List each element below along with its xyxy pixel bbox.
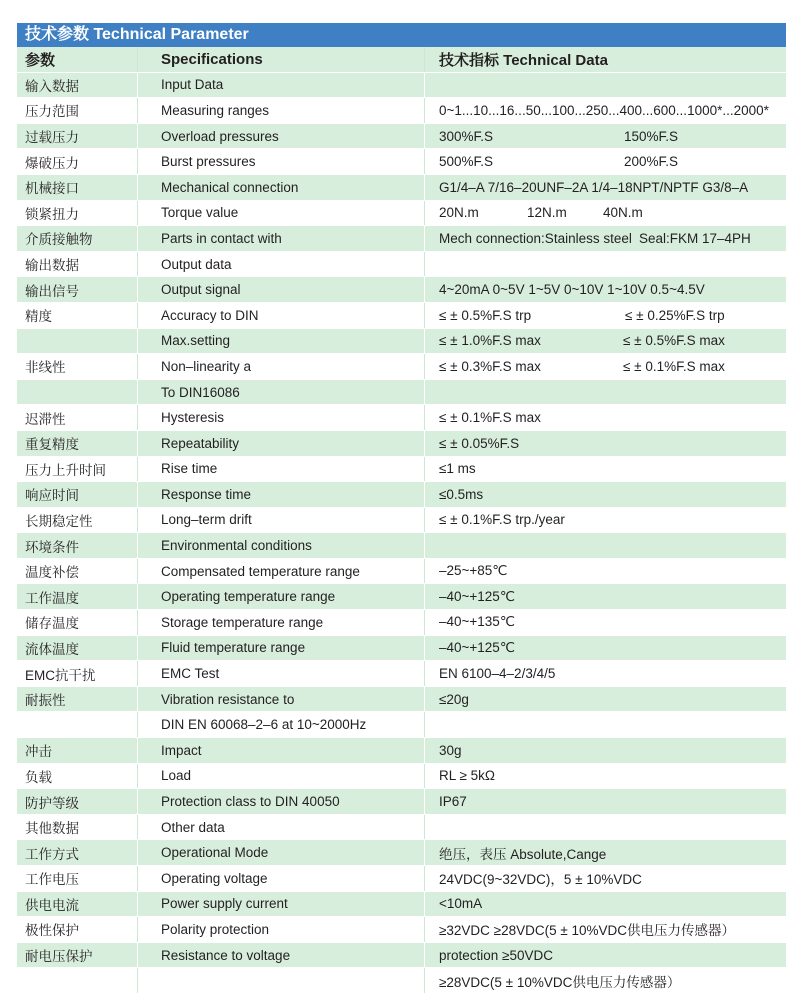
technical-value: ≤ ± 0.05%F.S <box>439 435 520 451</box>
table-header <box>17 47 786 72</box>
spec-name-en: Repeatability <box>138 430 425 456</box>
spec-name-en: Response time <box>138 482 425 508</box>
param-name-zh: 介质接触物 <box>17 226 138 252</box>
header-data: 技术指标 Technical Data <box>425 47 787 72</box>
technical-value: G1/4–A 7/16–20UNF–2A 1/4–18NPT/NPTF G3/8–A <box>439 179 749 195</box>
table-row <box>17 942 786 968</box>
table-row <box>17 123 786 149</box>
table-row <box>17 917 786 943</box>
table-row <box>17 866 786 892</box>
technical-parameter-sheet <box>17 23 786 994</box>
spec-name-en: Output signal <box>138 277 425 303</box>
spec-name-en: Non–linearity a <box>138 354 425 380</box>
technical-data-values <box>439 843 786 863</box>
technical-data-values <box>439 563 786 579</box>
spec-name-en: Long–term drift <box>138 507 425 533</box>
technical-data-cell <box>425 789 787 815</box>
spec-table <box>17 47 786 994</box>
spec-name-en: Vibration resistance to <box>138 686 425 712</box>
table-row <box>17 738 786 764</box>
technical-data-cell <box>425 456 787 482</box>
table-row <box>17 763 786 789</box>
technical-data-values <box>439 666 786 681</box>
table-row <box>17 149 786 175</box>
technical-data-cell <box>425 354 787 380</box>
technical-data-values <box>439 896 786 911</box>
technical-value-alt: ≤ ± 0.25%F.S trp <box>625 307 725 323</box>
technical-data-values <box>439 180 786 195</box>
param-name-zh: 输出数据 <box>17 251 138 277</box>
spec-name-en: Parts in contact with <box>138 226 425 252</box>
technical-data-values <box>439 640 786 656</box>
param-name-zh: EMC抗干扰 <box>17 661 138 687</box>
param-name-zh: 机械接口 <box>17 174 138 200</box>
param-name-zh: 爆破压力 <box>17 149 138 175</box>
param-name-zh: 工作方式 <box>17 840 138 866</box>
param-name-zh: 压力上升时间 <box>17 456 138 482</box>
technical-data-values <box>439 589 786 605</box>
param-name-zh: 响应时间 <box>17 482 138 508</box>
technical-value: Mech connection:Stainless steel <box>439 230 632 246</box>
technical-data-values <box>439 205 786 220</box>
table-row <box>17 712 786 738</box>
spec-name-en <box>138 968 425 994</box>
technical-data-cell <box>425 277 787 303</box>
technical-value: 24VDC(9~32VDC)，5 ± 10%VDC <box>439 872 642 888</box>
spec-name-en: Environmental conditions <box>138 533 425 559</box>
table-row <box>17 430 786 456</box>
spec-name-en: Operating temperature range <box>138 584 425 610</box>
technical-data-cell <box>425 814 787 840</box>
technical-data-values <box>439 919 786 939</box>
table-row <box>17 174 786 200</box>
table-row <box>17 891 786 917</box>
technical-data-cell <box>425 686 787 712</box>
technical-data-values <box>439 154 786 169</box>
spec-name-en: Overload pressures <box>138 123 425 149</box>
technical-data-cell <box>425 174 787 200</box>
spec-name-en: Max.setting <box>138 328 425 354</box>
technical-data-cell <box>425 405 787 431</box>
technical-value: 4~20mA 0~5V 1~5V 0~10V 1~10V 0.5~4.5V <box>439 282 705 298</box>
spec-name-en: Fluid temperature range <box>138 635 425 661</box>
technical-value-alt: ≤ ± 0.5%F.S max <box>623 333 725 349</box>
table-row <box>17 789 786 815</box>
table-row <box>17 610 786 636</box>
spec-name-en: Other data <box>138 814 425 840</box>
technical-value: <10mA <box>439 896 483 912</box>
param-name-zh <box>17 379 138 405</box>
table-row <box>17 661 786 687</box>
table-row <box>17 482 786 508</box>
technical-data-cell <box>425 891 787 917</box>
table-row <box>17 686 786 712</box>
table-row <box>17 379 786 405</box>
technical-value: –40~+135℃ <box>439 614 515 630</box>
technical-data-values <box>439 692 786 707</box>
technical-data-values <box>439 794 786 809</box>
spec-name-en: To DIN16086 <box>138 379 425 405</box>
technical-value: ≤0.5ms <box>439 486 484 502</box>
technical-data-values <box>439 333 786 348</box>
technical-value: –40~+125℃ <box>439 588 515 604</box>
table-row <box>17 354 786 380</box>
technical-data-cell <box>425 968 787 994</box>
technical-value: –25~+85℃ <box>439 563 508 579</box>
table-row <box>17 558 786 584</box>
table-row <box>17 98 786 124</box>
param-name-zh: 负载 <box>17 763 138 789</box>
spec-name-en: Hysteresis <box>138 405 425 431</box>
technical-value: ≤ ± 0.3%F.S max <box>439 358 541 374</box>
param-name-zh: 非线性 <box>17 354 138 380</box>
spec-name-en: Operational Mode <box>138 840 425 866</box>
technical-data-values <box>439 129 786 144</box>
technical-data-cell <box>425 200 787 226</box>
table-row <box>17 814 786 840</box>
technical-data-cell <box>425 482 787 508</box>
technical-data-values <box>439 868 786 888</box>
technical-value: ≤ ± 0.1%F.S trp./year <box>439 512 565 528</box>
table-row <box>17 251 786 277</box>
technical-value: ≥32VDC ≥28VDC(5 ± 10%VDC供电压力传感器） <box>439 923 736 939</box>
technical-value: 0~1...10...16...50...100...250...400...600...1000*...2000* <box>439 102 769 118</box>
spec-name-en: EMC Test <box>138 661 425 687</box>
technical-data-cell <box>425 302 787 328</box>
spec-name-en: Protection class to DIN 40050 <box>138 789 425 815</box>
technical-value: 绝压，表压 Absolute,Cange <box>439 846 607 862</box>
technical-data-values <box>439 948 786 963</box>
technical-data-cell <box>425 328 787 354</box>
table-row <box>17 456 786 482</box>
spec-name-en: Impact <box>138 738 425 764</box>
technical-data-values <box>439 103 786 118</box>
param-name-zh: 迟滞性 <box>17 405 138 431</box>
technical-data-values <box>439 743 786 758</box>
technical-data-values <box>439 614 786 630</box>
param-name-zh: 精度 <box>17 302 138 328</box>
param-name-zh: 长期稳定性 <box>17 507 138 533</box>
technical-data-cell <box>425 72 787 98</box>
spec-name-en: Burst pressures <box>138 149 425 175</box>
technical-data-values <box>439 308 786 323</box>
param-name-zh: 环境条件 <box>17 533 138 559</box>
technical-data-values <box>439 487 786 502</box>
spec-name-en: Storage temperature range <box>138 610 425 636</box>
param-name-zh: 防护等级 <box>17 789 138 815</box>
section-title: 技术参数 Technical Parameter <box>17 23 786 47</box>
technical-data-cell <box>425 661 787 687</box>
technical-value: ≤ ± 0.5%F.S trp <box>439 307 532 323</box>
technical-data-values <box>439 971 786 991</box>
technical-value: EN 6100–4–2/3/4/5 <box>439 666 556 682</box>
param-name-zh: 供电电流 <box>17 891 138 917</box>
technical-value-alt: Seal:FKM 17–4PH <box>639 230 751 246</box>
technical-data-cell <box>425 98 787 124</box>
spec-name-en: Torque value <box>138 200 425 226</box>
technical-data-cell <box>425 430 787 456</box>
param-name-zh: 工作电压 <box>17 866 138 892</box>
technical-data-values <box>439 512 786 527</box>
technical-data-values <box>439 461 786 476</box>
technical-value: ≤20g <box>439 691 469 707</box>
spec-name-en: DIN EN 60068–2–6 at 10~2000Hz <box>138 712 425 738</box>
spec-name-en: Accuracy to DIN <box>138 302 425 328</box>
technical-data-cell <box>425 533 787 559</box>
technical-data-cell <box>425 917 787 943</box>
table-row <box>17 72 786 98</box>
technical-data-cell <box>425 610 787 636</box>
technical-value: 500%F.S <box>439 154 494 170</box>
param-name-zh: 锁紧扭力 <box>17 200 138 226</box>
technical-value: IP67 <box>439 794 467 810</box>
table-row <box>17 533 786 559</box>
table-row <box>17 635 786 661</box>
technical-value-alt: 12N.m <box>527 205 567 221</box>
technical-value: 30g <box>439 742 462 758</box>
param-name-zh: 极性保护 <box>17 917 138 943</box>
param-name-zh: 冲击 <box>17 738 138 764</box>
technical-value: –40~+125℃ <box>439 639 515 655</box>
spec-name-en: Input Data <box>138 72 425 98</box>
header-param: 参数 <box>17 47 138 72</box>
param-name-zh: 温度补偿 <box>17 558 138 584</box>
technical-value: protection ≥50VDC <box>439 947 553 963</box>
param-name-zh <box>17 712 138 738</box>
table-row <box>17 200 786 226</box>
spec-name-en: Load <box>138 763 425 789</box>
technical-data-values <box>439 282 786 297</box>
param-name-zh: 其他数据 <box>17 814 138 840</box>
table-row <box>17 405 786 431</box>
header-spec: Specifications <box>138 47 425 72</box>
table-row <box>17 226 786 252</box>
param-name-zh: 耐振性 <box>17 686 138 712</box>
technical-value-alt: ≤ ± 0.1%F.S max <box>623 358 725 374</box>
table-row <box>17 277 786 303</box>
param-name-zh <box>17 328 138 354</box>
technical-value: 20N.m <box>439 205 479 221</box>
technical-value-alt: 150%F.S <box>624 128 679 144</box>
technical-data-cell <box>425 738 787 764</box>
technical-data-cell <box>425 379 787 405</box>
spec-name-en: Operating voltage <box>138 866 425 892</box>
param-name-zh: 过载压力 <box>17 123 138 149</box>
param-name-zh: 压力范围 <box>17 98 138 124</box>
technical-data-cell <box>425 942 787 968</box>
technical-data-values <box>439 231 786 246</box>
spec-name-en: Measuring ranges <box>138 98 425 124</box>
technical-value-alt: 200%F.S <box>624 154 679 170</box>
technical-value: ≥28VDC(5 ± 10%VDC供电压力传感器） <box>439 974 681 990</box>
technical-data-values <box>439 768 786 783</box>
param-name-zh: 输出信号 <box>17 277 138 303</box>
technical-value: ≤1 ms <box>439 461 476 477</box>
technical-value: 300%F.S <box>439 128 494 144</box>
technical-data-values <box>439 359 786 374</box>
technical-data-cell <box>425 251 787 277</box>
technical-value: ≤ ± 0.1%F.S max <box>439 410 541 426</box>
technical-data-cell <box>425 840 787 866</box>
technical-data-values <box>439 436 786 451</box>
param-name-zh: 输入数据 <box>17 72 138 98</box>
technical-value-alt2: 40N.m <box>603 205 643 221</box>
technical-data-cell <box>425 558 787 584</box>
table-row <box>17 328 786 354</box>
technical-data-cell <box>425 507 787 533</box>
technical-data-cell <box>425 712 787 738</box>
param-name-zh: 耐电压保护 <box>17 942 138 968</box>
technical-data-cell <box>425 866 787 892</box>
technical-data-cell <box>425 584 787 610</box>
technical-data-cell <box>425 149 787 175</box>
spec-name-en: Compensated temperature range <box>138 558 425 584</box>
technical-data-cell <box>425 763 787 789</box>
param-name-zh: 流体温度 <box>17 635 138 661</box>
technical-data-values <box>439 410 786 425</box>
table-row <box>17 968 786 994</box>
technical-data-cell <box>425 635 787 661</box>
technical-data-cell <box>425 226 787 252</box>
spec-name-en: Mechanical connection <box>138 174 425 200</box>
table-row <box>17 584 786 610</box>
param-name-zh <box>17 968 138 994</box>
spec-name-en: Polarity protection <box>138 917 425 943</box>
param-name-zh: 重复精度 <box>17 430 138 456</box>
spec-name-en: Power supply current <box>138 891 425 917</box>
param-name-zh: 工作温度 <box>17 584 138 610</box>
table-row <box>17 840 786 866</box>
param-name-zh: 储存温度 <box>17 610 138 636</box>
table-row <box>17 302 786 328</box>
technical-data-cell <box>425 123 787 149</box>
technical-value: RL ≥ 5kΩ <box>439 768 496 784</box>
spec-name-en: Rise time <box>138 456 425 482</box>
technical-value: ≤ ± 1.0%F.S max <box>439 333 541 349</box>
table-row <box>17 507 786 533</box>
spec-name-en: Resistance to voltage <box>138 942 425 968</box>
spec-name-en: Output data <box>138 251 425 277</box>
